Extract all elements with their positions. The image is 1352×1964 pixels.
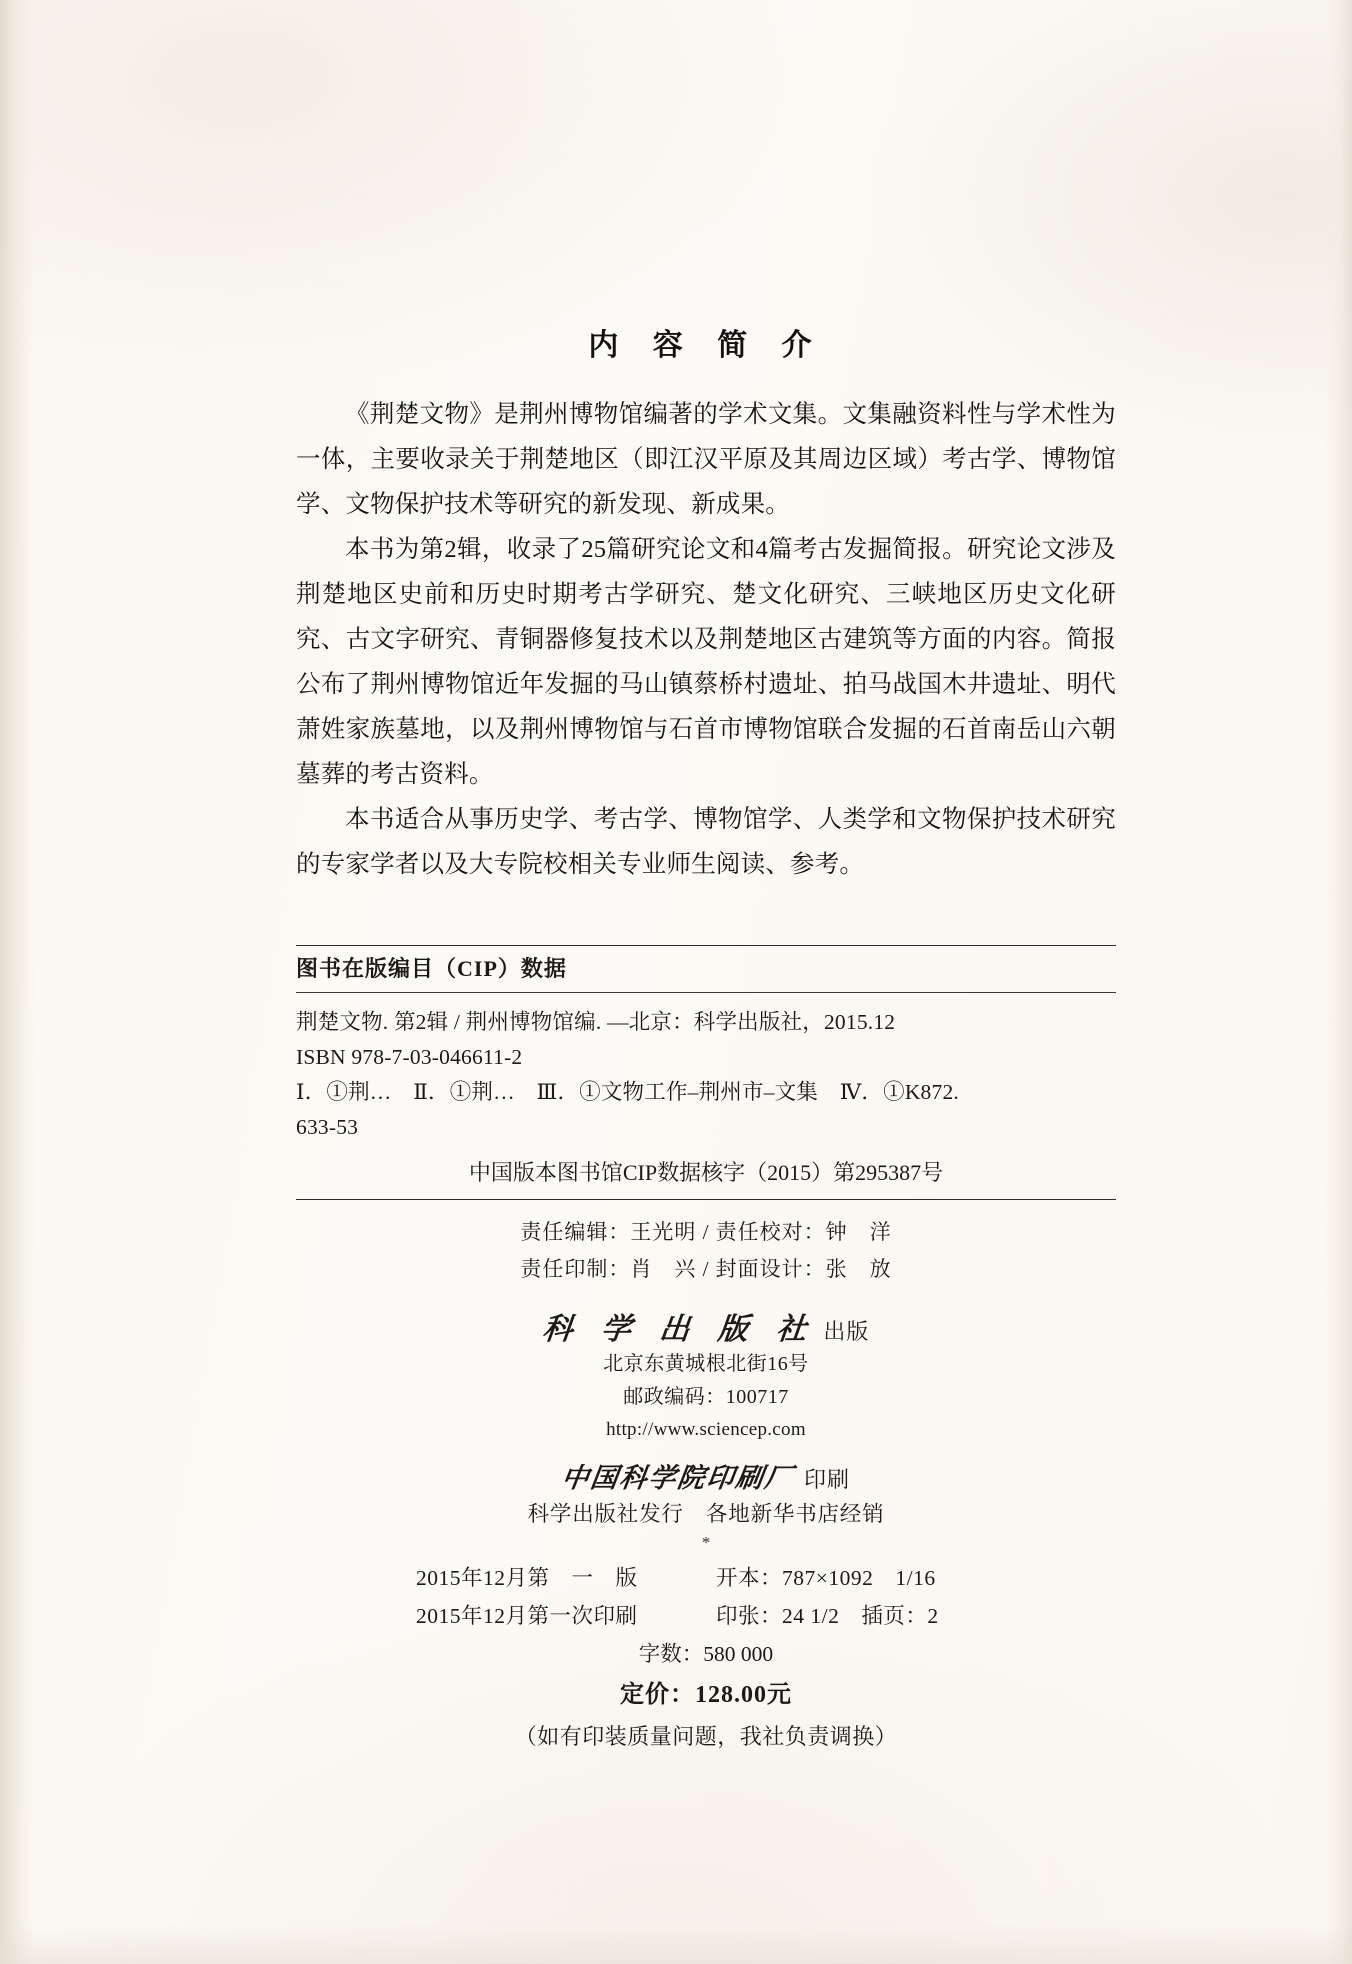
cip-entry-lines xyxy=(296,993,1116,1155)
cip-classification-line-cont: 633-53 xyxy=(296,1115,359,1139)
decorative-asterisk: * xyxy=(701,1533,711,1552)
printer-logo: 中国科学院印刷厂 xyxy=(559,1463,796,1494)
credits-editor-line: 责任编辑：王光明 / 责任校对：钟 洋 xyxy=(520,1220,892,1244)
cip-isbn-line: ISBN 978-7-03-046611-2 xyxy=(296,1045,523,1069)
publisher-postcode: 邮政编码：100717 xyxy=(623,1386,789,1408)
cip-classification-line: Ⅰ．①荆… Ⅱ．①荆… Ⅲ．①文物工作–荆州市–文集 Ⅳ．①K872. xyxy=(296,1080,959,1104)
publisher-suffix: 出版 xyxy=(823,1319,870,1344)
printing-specs xyxy=(296,1559,1116,1757)
specs-sheets: 印张：24 1/2 插页：2 xyxy=(716,1604,939,1628)
cip-heading: 图书在版编目（CIP）数据 xyxy=(296,956,567,981)
publisher-address: 北京东黄城根北街16号 xyxy=(603,1353,809,1375)
specs-word-count: 字数：580 000 xyxy=(638,1642,774,1666)
printer-suffix: 印刷 xyxy=(803,1467,850,1492)
page-title: 内 容 简 介 xyxy=(588,328,824,363)
publisher-row xyxy=(296,1304,1116,1348)
synopsis-paragraph-3: 本书适合从事历史学、考古学、博物馆学、人类学和文物保护技术研究的专家学者以及大专院校相关专业师生阅读、参考。 xyxy=(296,806,1116,878)
specs-print-date: 2015年12月第一次印刷 xyxy=(416,1604,638,1628)
cip-registry-line: 中国版本图书馆CIP数据核字（2015）第295387号 xyxy=(468,1160,944,1185)
synopsis-paragraph-1: 《荆楚文物》是荆州博物馆编著的学术文集。文集融资料性与学术性为一体，主要收录关于荆楚地区（即江汉平原及其周边区域）考古学、博物馆学、文物保护技术等研究的新发现、新成果。 xyxy=(296,401,1116,518)
price-line: 定价：128.00元 xyxy=(620,1682,792,1708)
credits-production-line: 责任印制：肖 兴 / 封面设计：张 放 xyxy=(520,1257,892,1281)
page-content xyxy=(296,320,1116,1757)
specs-format: 开本：787×1092 1/16 xyxy=(716,1566,936,1590)
page-left-edge-shadow xyxy=(0,0,34,1964)
cip-block xyxy=(296,945,1116,1200)
distribution-line: 科学出版社发行 各地新华书店经销 xyxy=(527,1502,885,1526)
quality-note: （如有印装质量问题，我社负责调换） xyxy=(514,1724,898,1749)
synopsis-paragraph-2: 本书为第2辑，收录了25篇研究论文和4篇考古发掘简报。研究论文涉及荆楚地区史前和历史时期考古学研究、楚文化研究、三峡地区历史文化研究、古文字研究、青铜器修复技术以及荆楚地区古建筑等方面的内容。简报公布了荆州博物馆近年发掘的马山镇蔡桥村遗址、拍马战国木井遗址、明代萧姓家族墓地，以及荆州博物馆与石首市博物馆联合发掘的石首南岳山六朝墓葬的考古资料。 xyxy=(296,536,1116,788)
credits-block xyxy=(296,1200,1116,1288)
synopsis-block xyxy=(296,392,1116,887)
specs-row-printing xyxy=(296,1597,1116,1635)
specs-row-edition xyxy=(296,1559,1116,1597)
cip-title-line: 荆楚文物. 第2辑 / 荆州博物馆编. —北京：科学出版社，2015.12 xyxy=(296,1010,896,1034)
page-right-edge-shadow xyxy=(1326,0,1352,1964)
printer-row xyxy=(296,1456,1116,1495)
publisher-url[interactable]: http://www.sciencep.com xyxy=(606,1419,806,1440)
publisher-logo: 科 学 出 版 社 xyxy=(540,1312,817,1347)
specs-edition-date: 2015年12月第 一 版 xyxy=(416,1566,638,1590)
page-bottom-edge-shadow xyxy=(0,1924,1352,1964)
